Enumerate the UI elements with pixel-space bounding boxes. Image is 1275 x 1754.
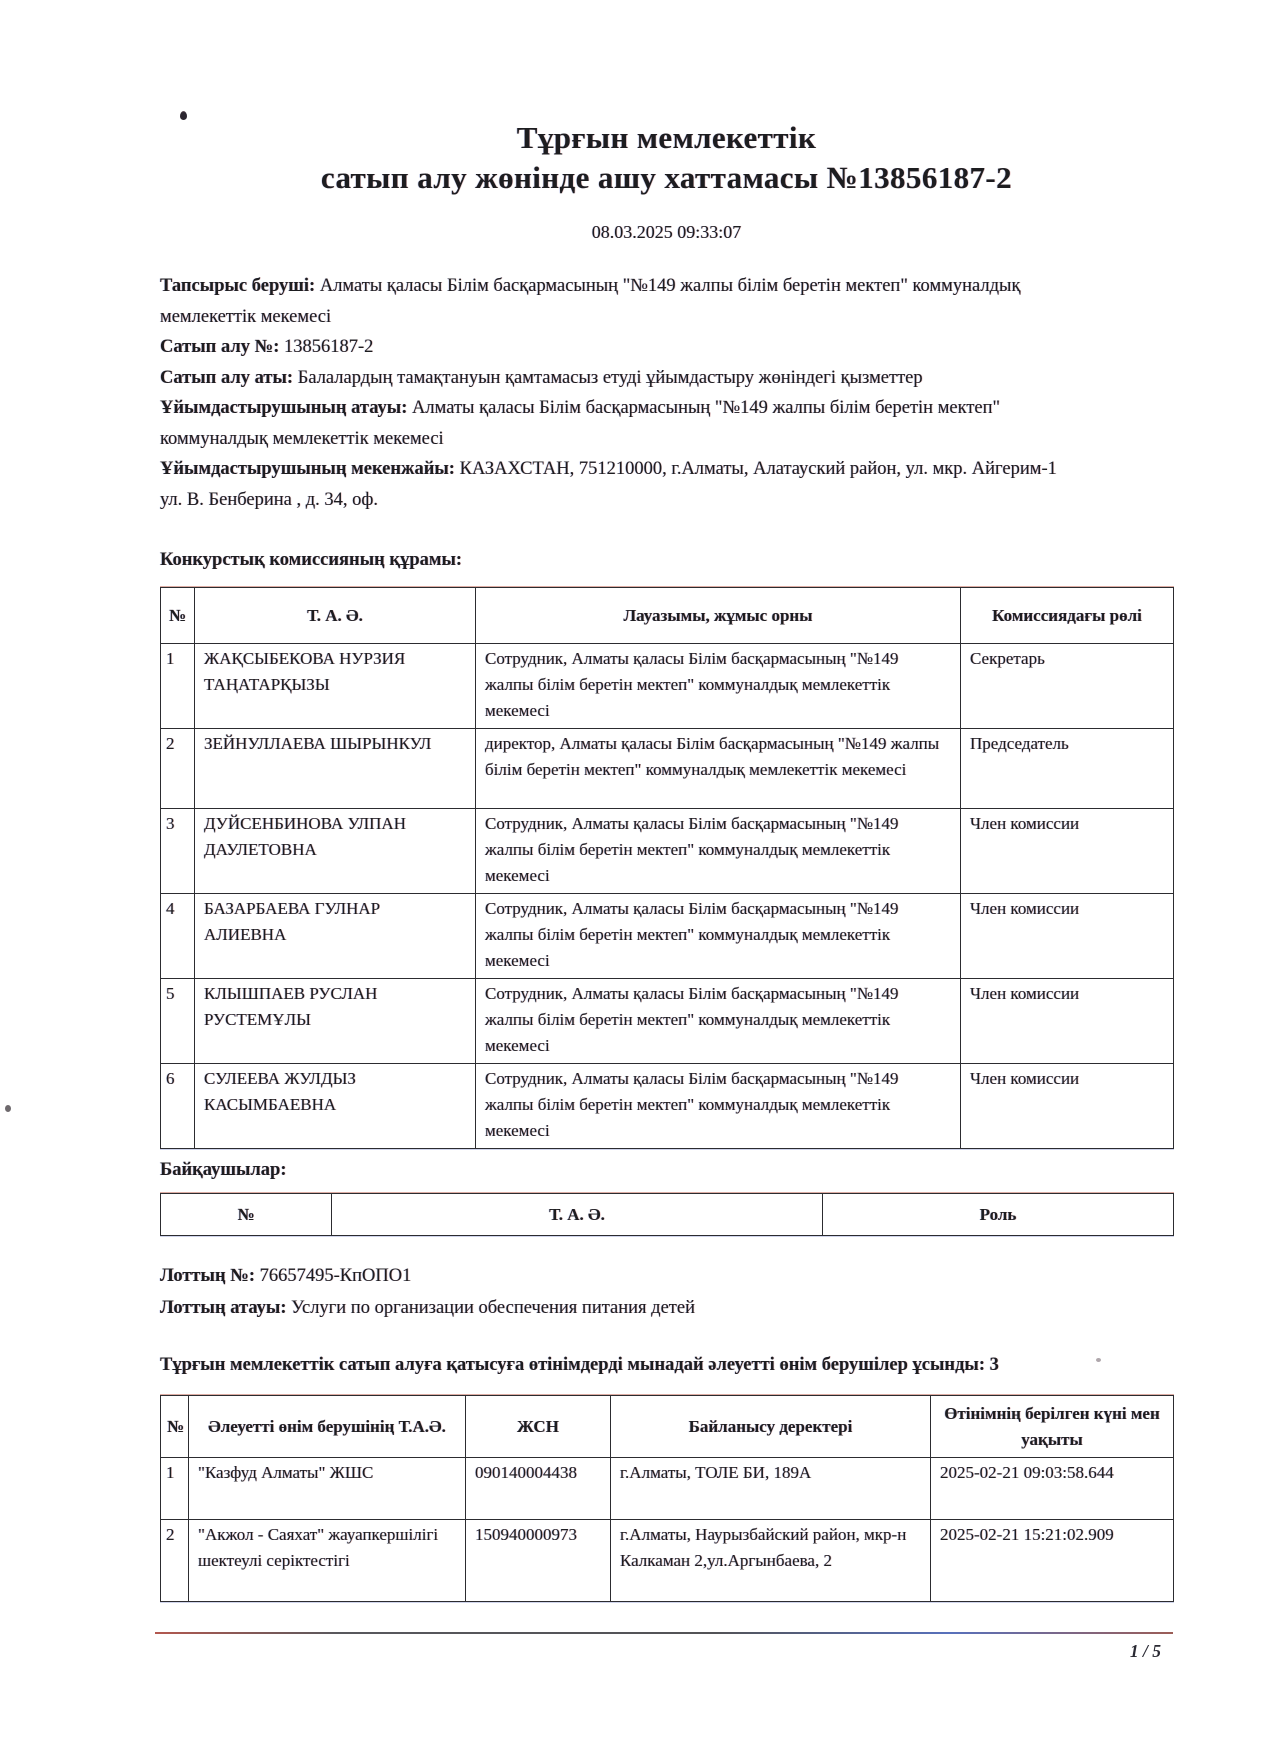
commission-cell-num: 3 <box>161 809 195 894</box>
supplier-cell-iin: 090140004438 <box>466 1458 611 1520</box>
commission-cell-position: директор, Алматы қаласы Білім басқармасының "№149 жалпы білім беретін мектеп" коммуналдық мемлекеттік мекемесі <box>476 729 961 809</box>
commission-heading: Конкурстық комиссияның құрамы: <box>160 550 463 570</box>
field-label: Ұйымдастырушының мекенжайы: <box>160 459 455 479</box>
supplier-cell-datetime: 2025-02-21 09:03:58.644 <box>931 1458 1174 1520</box>
supplier-cell-contact: г.Алматы, ТОЛЕ БИ, 189А <box>611 1458 931 1520</box>
observers-heading: Байқаушылар: <box>160 1160 287 1180</box>
field-label: Сатып алу №: <box>160 337 280 357</box>
commission-header-num: № <box>161 588 195 644</box>
field-value: Балалардың тамақтануын қамтамасыз етуді ұйымдастыру жөніндегі қызметтер <box>297 367 923 388</box>
observers-header-num: № <box>161 1194 332 1236</box>
observers-header-role: Роль <box>823 1194 1174 1236</box>
document-title-line2: сатып алу жөнінде ашу хаттамасы №13856187-2 <box>320 160 1013 195</box>
commission-cell-num: 6 <box>161 1064 195 1149</box>
field-customer <box>160 271 1060 332</box>
commission-cell-name: СУЛЕЕВА ЖУЛДЫЗ КАСЫМБАЕВНА <box>195 1064 476 1149</box>
commission-header-position: Лауазымы, жұмыс орны <box>476 588 961 644</box>
suppliers-header-name: Әлеуетті өнім берушінің Т.А.Ә. <box>189 1396 466 1458</box>
commission-row <box>161 894 1174 979</box>
commission-cell-name: БАЗАРБАЕВА ГУЛНАР АЛИЕВНА <box>195 894 476 979</box>
commission-cell-name: ДУЙСЕНБИНОВА УЛПАН ДАУЛЕТОВНА <box>195 809 476 894</box>
commission-cell-num: 4 <box>161 894 195 979</box>
commission-row <box>161 1064 1174 1149</box>
field-label: Тапсырыс беруші: <box>160 276 316 296</box>
commission-cell-position: Сотрудник, Алматы қаласы Білім басқармасының "№149 жалпы білім беретін мектеп" коммуналдық мемлекеттік мекемесі <box>476 809 961 894</box>
supplier-row <box>161 1520 1174 1602</box>
supplier-cell-num: 2 <box>161 1520 189 1602</box>
commission-cell-position: Сотрудник, Алматы қаласы Білім басқармасының "№149 жалпы білім беретін мектеп" коммуналдық мемлекеттік мекемесі <box>476 1064 961 1149</box>
suppliers-header-contact: Байланысу деректері <box>611 1396 931 1458</box>
supplier-cell-contact: г.Алматы, Наурызбайский район, мкр-н Калкаман 2,ул.Аргынбаева, 2 <box>611 1520 931 1602</box>
commission-cell-num: 1 <box>161 644 195 729</box>
field-value: 13856187-2 <box>284 337 374 357</box>
supplier-cell-name: "Акжол - Саяхат" жауапкершілігі шектеулі серіктестігі <box>189 1520 466 1602</box>
lot-info <box>160 1260 1173 1324</box>
commission-row <box>161 729 1174 809</box>
commission-cell-role: Член комиссии <box>961 1064 1174 1149</box>
commission-cell-num: 5 <box>161 979 195 1064</box>
suppliers-table <box>160 1395 1174 1602</box>
lot-number-line <box>160 1260 1173 1292</box>
commission-cell-role: Член комиссии <box>961 894 1174 979</box>
field-value: КАЗАХСТАН, 751210000, г.Алматы, Алатауский район, ул. мкр. Айгерим-1 ул. В. Бенберина , д. 34, оф. <box>160 459 1057 510</box>
commission-cell-role: Председатель <box>961 729 1174 809</box>
commission-table <box>160 587 1174 1149</box>
lot-name-line <box>160 1292 1173 1324</box>
field-organizer-name <box>160 393 1060 454</box>
supplier-cell-iin: 150940000973 <box>466 1520 611 1602</box>
page-number: 1 / 5 <box>1129 1641 1161 1661</box>
footer-divider <box>155 1632 1173 1634</box>
lot-name-value: Услуги по организации обеспечения питания детей <box>291 1298 695 1318</box>
commission-cell-role: Секретарь <box>961 644 1174 729</box>
document-fields <box>160 271 1060 515</box>
field-purchase-number <box>160 332 1060 363</box>
commission-header-name: Т. А. Ә. <box>195 588 476 644</box>
suppliers-header-row <box>161 1396 1174 1458</box>
field-label: Сатып алу аты: <box>160 367 294 388</box>
observers-header-row <box>161 1194 1174 1236</box>
commission-cell-name: ЗЕЙНУЛЛАЕВА ШЫРЫНКУЛ <box>195 729 476 809</box>
field-label: Ұйымдастырушының атауы: <box>160 398 408 418</box>
suppliers-header-num: № <box>161 1396 189 1458</box>
field-value: Алматы қаласы Білім басқармасының "№149 жалпы білім беретін мектеп" коммуналдық мемлекеттік мекемесі <box>160 398 1001 449</box>
suppliers-intro: Тұрғын мемлекеттік сатып алуға қатысуға өтінімдерді мынадай әлеуетті өнім берушілер ұсынды: 3 <box>160 1355 999 1375</box>
commission-cell-num: 2 <box>161 729 195 809</box>
commission-cell-position: Сотрудник, Алматы қаласы Білім басқармасының "№149 жалпы білім беретін мектеп" коммуналдық мемлекеттік мекемесі <box>476 979 961 1064</box>
lot-number-label: Лоттың №: <box>160 1266 255 1286</box>
commission-cell-name: ЖАҚСЫБЕКОВА НУРЗИЯ ТАҢАТАРҚЫЗЫ <box>195 644 476 729</box>
commission-cell-position: Сотрудник, Алматы қаласы Білім басқармасының "№149 жалпы білім беретін мектеп" коммуналдық мемлекеттік мекемесі <box>476 894 961 979</box>
commission-cell-role: Член комиссии <box>961 979 1174 1064</box>
scan-speck-icon <box>5 1105 11 1112</box>
supplier-cell-name: "Казфуд Алматы" ЖШС <box>189 1458 466 1520</box>
suppliers-header-iin: ЖСН <box>466 1396 611 1458</box>
field-organizer-address <box>160 454 1060 515</box>
commission-header-row <box>161 588 1174 644</box>
observers-table <box>160 1193 1174 1236</box>
document-title <box>160 118 1173 198</box>
lot-name-label: Лоттың атауы: <box>160 1298 287 1318</box>
field-value: Алматы қаласы Білім басқармасының "№149 жалпы білім беретін мектеп" коммуналдық мемлекеттік мекемесі <box>160 276 1021 327</box>
supplier-cell-num: 1 <box>161 1458 189 1520</box>
document-title-line1: Тұрғын мемлекеттік <box>516 120 817 155</box>
observers-header-name: Т. А. Ә. <box>332 1194 823 1236</box>
commission-cell-role: Член комиссии <box>961 809 1174 894</box>
lot-number-value: 76657495-КпОПО1 <box>259 1266 412 1286</box>
commission-cell-name: КЛЫШПАЕВ РУСЛАН РУСТЕМҰЛЫ <box>195 979 476 1064</box>
suppliers-header-datetime: Өтінімнің берілген күні мен уақыты <box>931 1396 1174 1458</box>
supplier-row <box>161 1458 1174 1520</box>
supplier-cell-datetime: 2025-02-21 15:21:02.909 <box>931 1520 1174 1602</box>
commission-row <box>161 644 1174 729</box>
document-datetime: 08.03.2025 09:33:07 <box>591 222 742 242</box>
commission-row <box>161 809 1174 894</box>
commission-cell-position: Сотрудник, Алматы қаласы Білім басқармасының "№149 жалпы білім беретін мектеп" коммуналдық мемлекеттік мекемесі <box>476 644 961 729</box>
commission-row <box>161 979 1174 1064</box>
commission-header-role: Комиссиядағы рөлі <box>961 588 1174 644</box>
field-purchase-name <box>160 363 1060 394</box>
